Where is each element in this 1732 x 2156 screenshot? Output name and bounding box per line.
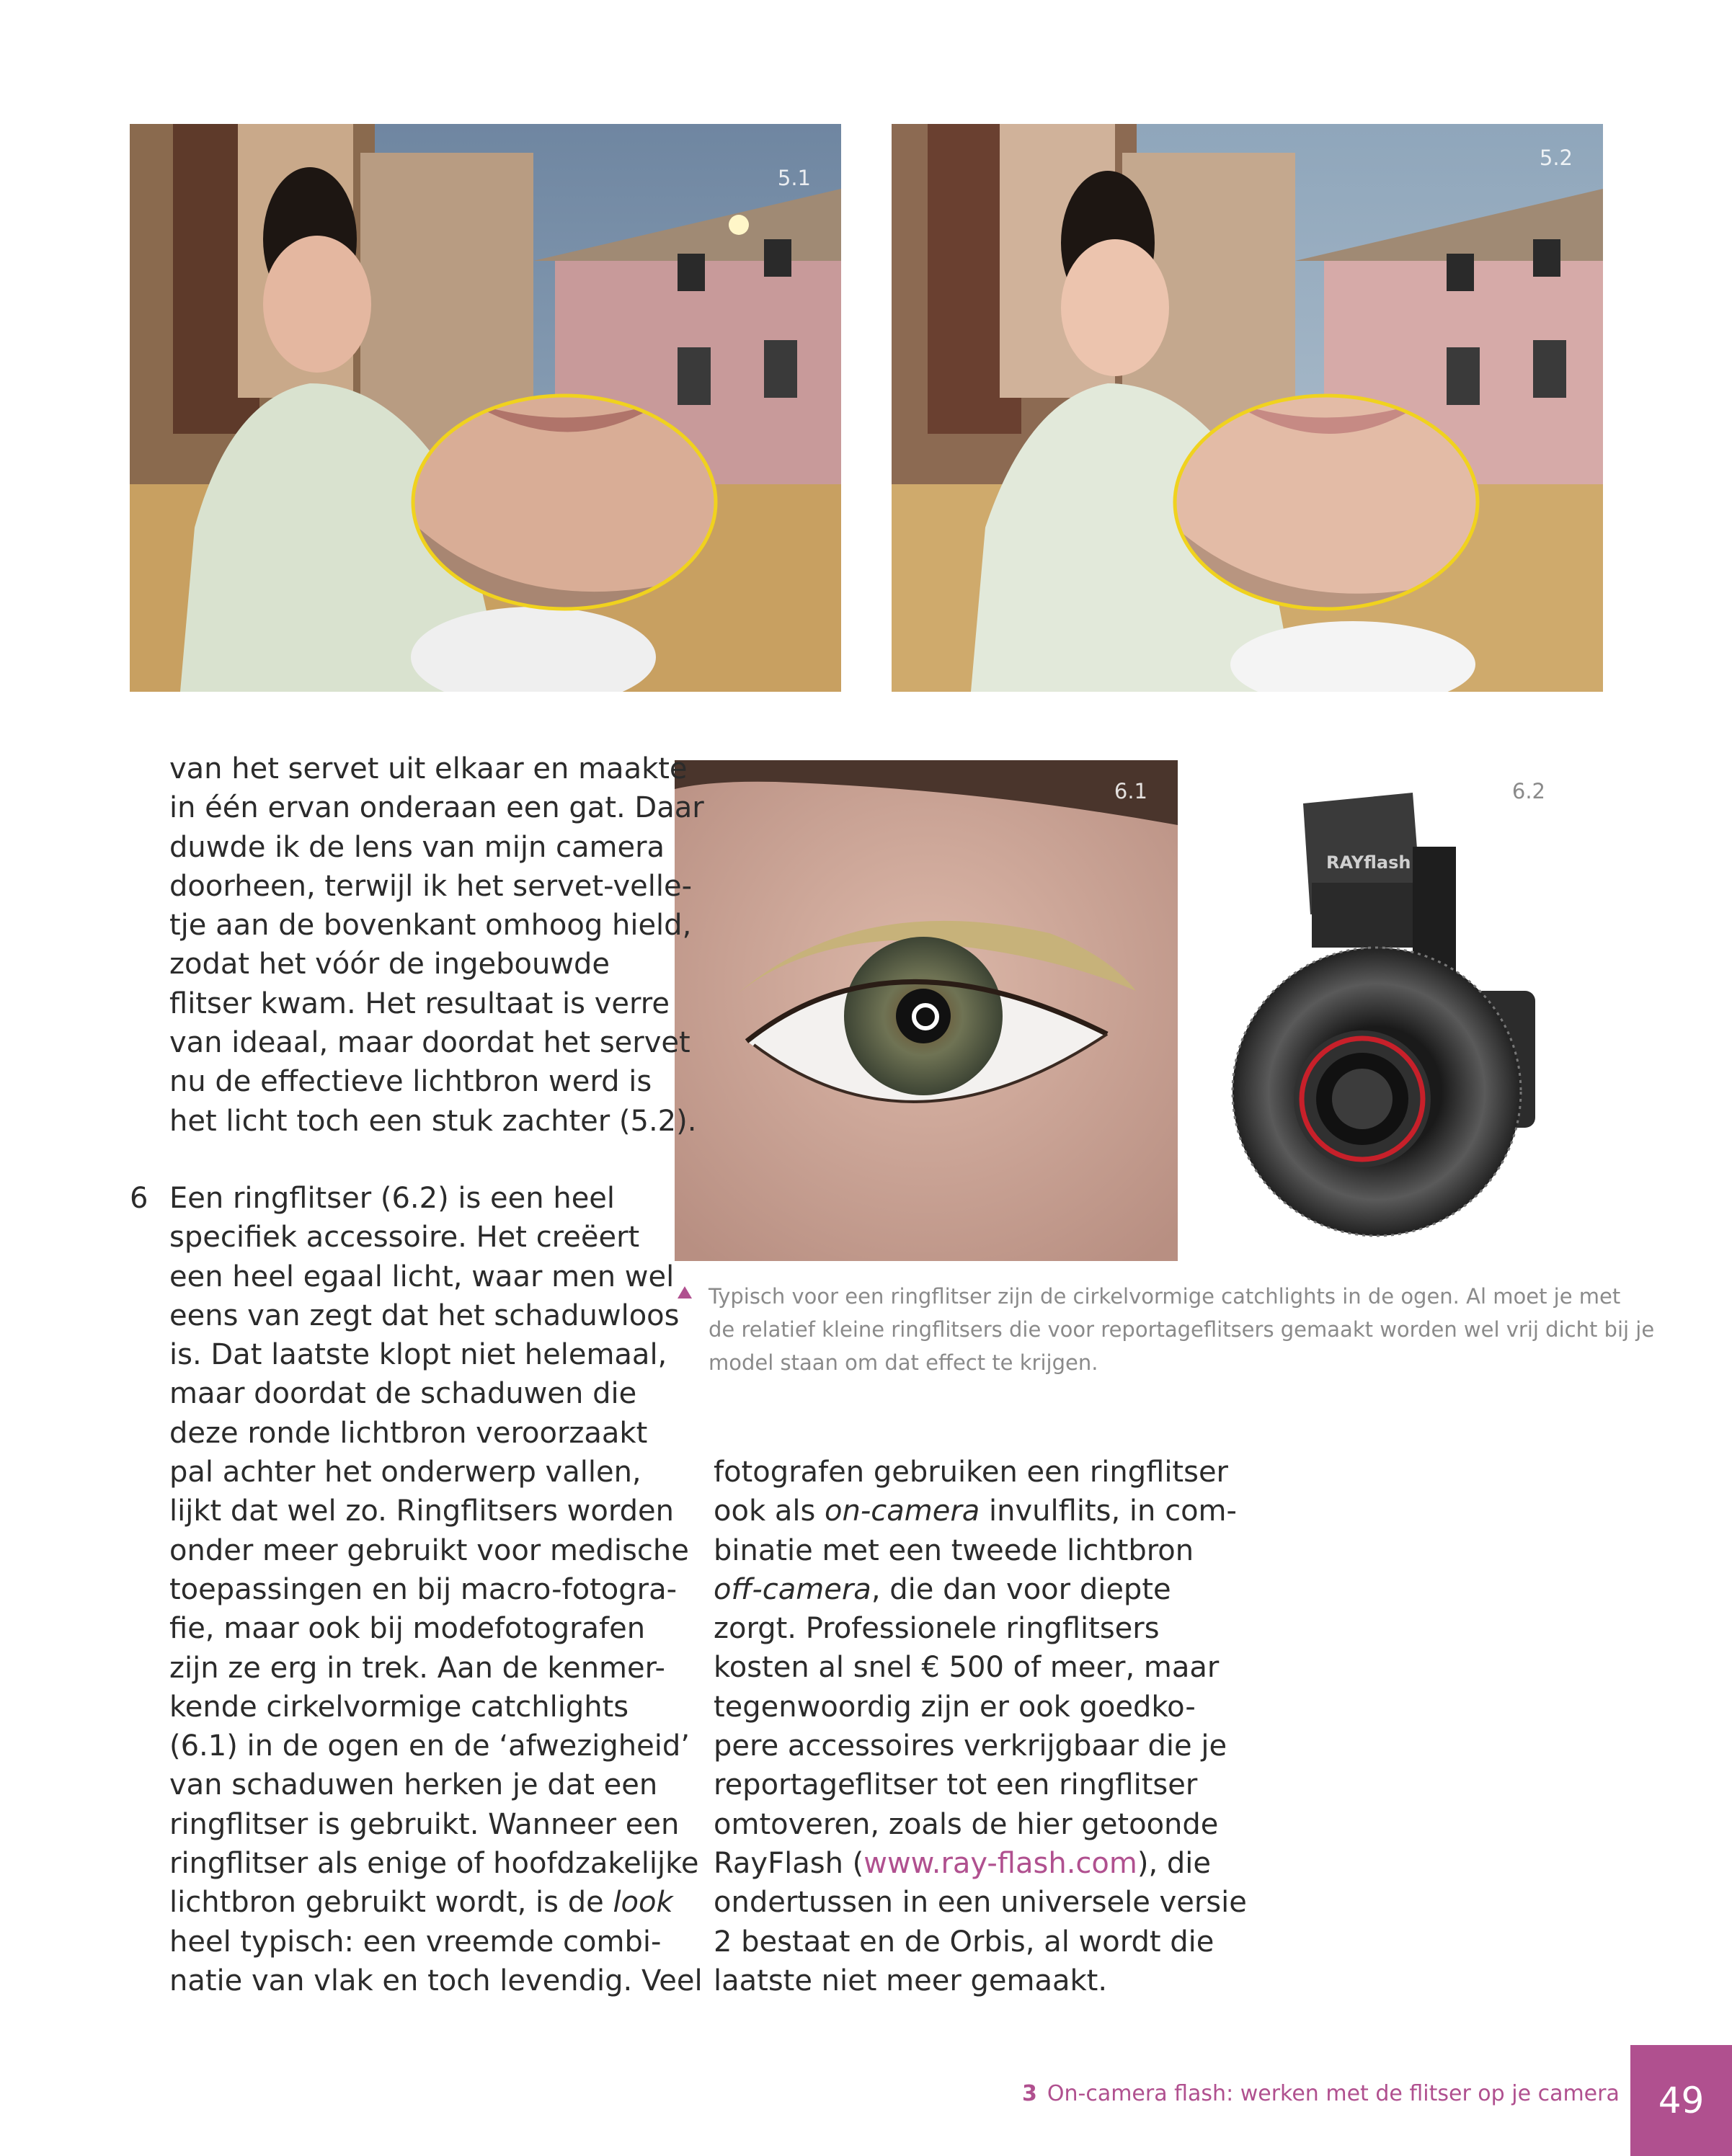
text-line: omtoveren, zoals de hier getoonde [714,1807,1219,1841]
text-line: specifiek accessoire. Het creëert [169,1221,640,1255]
rayflash-link[interactable]: www.ray-flash.com [863,1846,1137,1880]
text-line: RayFlash (www.ray-flash.com), die [714,1846,1211,1880]
text-line: flitser kwam. Het resultaat is verre [169,986,670,1020]
text-line: in één ervan onderaan een gat. Daar [169,791,704,825]
text-line: off-camera, die dan voor diepte [714,1572,1171,1606]
chapter-number: 3 [1022,2081,1037,2106]
list-item-number: 6 [130,1182,148,1215]
page-number-tab [1630,2045,1732,2156]
page-number: 49 [1658,2080,1705,2121]
text-line: maar doordat de schaduwen die [169,1377,637,1411]
text-line: fotografen gebruiken een ringflitser [714,1456,1229,1489]
text-line: (6.1) in de ogen en de ‘afwezigheid’ [169,1729,690,1763]
body-column-2 [714,1453,1247,2000]
caption-line: Typisch voor een ringflitser zijn de cirkelvormige catchlights in de ogen. Al moet je met [709,1284,1621,1309]
figure-caption [709,1280,1654,1379]
photo-6-1 [675,760,1178,1261]
fig-6-2-label: 6.2 [1511,779,1545,803]
text-line: eens van zegt dat het schaduwloos [169,1298,680,1332]
text-line: ringflitser als enige of hoofdzakelijke [169,1847,699,1881]
text-line: duwde ik de lens van mijn camera [169,830,665,864]
running-footer [1022,2081,1620,2106]
text-line: zodat het vóór de ingebouwde [169,948,610,981]
text-line: toepassingen en bij macro-fotogra- [169,1572,678,1606]
text-line: nu de effectieve lichtbron werd is [169,1065,652,1099]
list-item-6 [169,1179,703,2000]
photo-5-2 [892,124,1603,692]
body-column-1 [169,749,704,1141]
text-line: natie van vlak en toch levendig. Veel [169,1964,703,1997]
text-line: ook als on-camera invulflits, in com- [714,1494,1237,1528]
text-line: ondertussen in een universele versie [714,1886,1247,1920]
rayflash-logo-text: RAYflash [1326,852,1411,873]
text-line: deze ronde lichtbron veroorzaakt [169,1416,648,1450]
text-line: Een ringflitser (6.2) is een heel [169,1182,616,1215]
text-line: pal achter het onderwerp vallen, [169,1456,641,1489]
look-word: look [613,1886,673,1920]
text-line: onder meer gebruikt voor medische [169,1533,689,1567]
text-line: van ideaal, maar doordat het servet [169,1026,690,1060]
caption-line: de relatief kleine ringflitsers die voor reportageflitsers gemaakt worden wel vrij dicht bij je [709,1317,1655,1342]
text-line: is. Dat laatste klopt niet helemaal, [169,1338,667,1372]
text-line: een heel egaal licht, waar men wel [169,1260,675,1293]
chapter-title: On-camera flash: werken met de flitser op je camera [1047,2081,1620,2106]
text-line: 2 bestaat en de Orbis, al wordt die [714,1925,1214,1959]
text-line: doorheen, terwijl ik het servet-velle- [169,869,693,903]
text-line: tegenwoordig zijn er ook goedko- [714,1690,1196,1724]
text-line: tje aan de bovenkant omhoog hield, [169,909,692,943]
photo-5-1 [130,124,841,692]
text-line: lijkt dat wel zo. Ringflitsers worden [169,1494,674,1528]
text-line: kosten al snel € 500 of meer, maar [714,1651,1220,1685]
fig-5-1-label: 5.1 [777,166,811,190]
text-line: heel typisch: een vreemde combi- [169,1925,662,1959]
text-line: reportageflitser tot een ringflitser [714,1768,1198,1802]
text-line: zorgt. Professionele ringflitsers [714,1612,1160,1646]
text-line: pere accessoires verkrijgbaar die je [714,1729,1227,1763]
text-line: van het servet uit elkaar en maakte [169,752,688,785]
text-line: van schaduwen herken je dat een [169,1768,658,1802]
text-line: binatie met een tweede lichtbron [714,1533,1194,1567]
photo-6-2 [1225,760,1603,1261]
text-line: kende cirkelvormige catchlights [169,1690,629,1724]
fig-5-2-label: 5.2 [1539,146,1573,170]
text-line: het licht toch een stuk zachter (5.2). [169,1104,697,1138]
caption-line: model staan om dat effect te krijgen. [709,1350,1098,1375]
text-line: zijn ze erg in trek. Aan de kenmer- [169,1651,665,1685]
text-line: laatste niet meer gemaakt. [714,1964,1108,1997]
text-line: fie, maar ook bij modefotografen [169,1612,646,1646]
fig-6-1-label: 6.1 [1114,779,1147,803]
text-line: ringflitser is gebruikt. Wanneer een [169,1807,680,1841]
text-line: lichtbron gebruikt wordt, is de look [169,1886,673,1920]
